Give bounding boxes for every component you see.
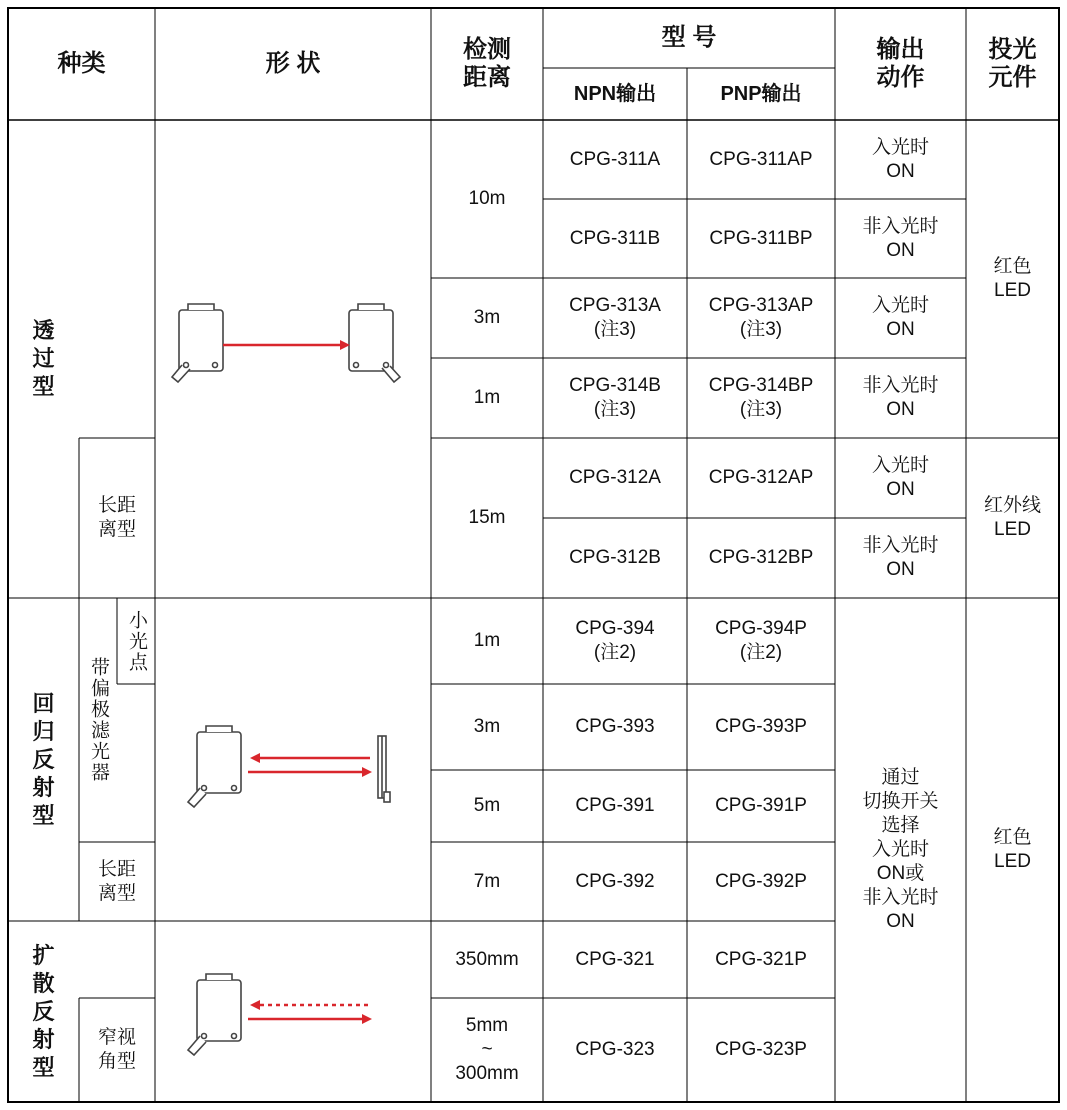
reflect-beams-icon: [248, 753, 372, 777]
output-action-switchable: 通过 切换开关 选择 入光时 ON或 非入光时 ON: [862, 767, 939, 932]
distance-retro-7m: 7m: [473, 870, 501, 892]
model-npn: CPG-391: [575, 795, 655, 816]
diffuse-beams-icon: [248, 1000, 372, 1024]
model-npn: CPG-393: [575, 716, 655, 737]
category-polarizing-filter: 带偏极滤光器: [88, 657, 109, 783]
category-small-spot: 小光点: [126, 609, 147, 673]
header-pnp: PNP输出: [720, 83, 802, 105]
model-pnp: CPG-393P: [715, 716, 807, 737]
distance-retro-3m: 3m: [473, 716, 501, 737]
output-action: 入光时 ON: [871, 295, 929, 340]
model-npn: CPG-314B (注3): [569, 375, 661, 420]
model-npn: CPG-392: [575, 870, 655, 892]
model-pnp: CPG-312BP: [708, 547, 814, 568]
distance-1m: 1m: [473, 387, 501, 408]
diffuse-illustration: [180, 968, 410, 1068]
category-through-long-range: 长距 离型: [97, 495, 136, 540]
model-npn: CPG-394 (注2): [575, 618, 655, 663]
emitter-red-led: 红色 LED: [993, 256, 1032, 301]
distance-retro-5m: 5m: [473, 795, 501, 816]
output-action: 非入光时 ON: [862, 215, 939, 261]
header-shape: 形 状: [265, 50, 321, 77]
model-pnp: CPG-311AP: [709, 148, 813, 170]
model-pnp: CPG-394P (注2): [715, 618, 807, 663]
header-npn: NPN输出: [573, 83, 657, 105]
header-emitter: 投光 元件: [988, 36, 1037, 91]
output-action: 入光时 ON: [871, 136, 929, 182]
header-output-action: 输出 动作: [876, 36, 925, 91]
header-type: 种类: [57, 50, 106, 77]
output-action: 非入光时 ON: [862, 535, 939, 580]
model-pnp: CPG-391P: [715, 795, 807, 816]
distance-350mm: 350mm: [455, 948, 519, 970]
model-pnp: CPG-313AP (注3): [708, 295, 814, 340]
diffuse-sensor-icon: [197, 980, 241, 1041]
model-npn: CPG-311A: [569, 148, 661, 170]
output-action: 入光时 ON: [871, 455, 929, 500]
model-npn: CPG-321: [575, 948, 655, 970]
emitter-infrared-led: 红外线 LED: [983, 495, 1041, 540]
distance-15m: 15m: [468, 507, 506, 528]
distance-5-300mm: 5mm ~ 300mm: [455, 1015, 519, 1084]
category-retroreflective: 回 归 反 射 型: [32, 690, 55, 828]
model-pnp: CPG-323P: [715, 1039, 807, 1060]
emitter-red-led-reflective: 红色 LED: [993, 827, 1032, 872]
category-diffuse: 扩 散 反 射 型: [32, 942, 55, 1080]
model-pnp: CPG-392P: [715, 870, 807, 892]
model-pnp: CPG-321P: [715, 948, 807, 970]
header-distance: 检测 距离: [463, 36, 511, 91]
distance-10m: 10m: [468, 188, 506, 209]
model-npn: CPG-312A: [569, 467, 661, 488]
model-pnp: CPG-312AP: [708, 467, 814, 488]
distance-3m: 3m: [473, 307, 501, 328]
header-model: 型 号: [661, 24, 717, 51]
model-npn: CPG-323: [575, 1039, 655, 1060]
retro-sensor-icon: [197, 732, 241, 793]
category-through-beam: 透 过 型: [32, 318, 55, 399]
model-pnp: CPG-311BP: [709, 227, 813, 249]
through-beam-illustration: [160, 290, 426, 400]
model-npn: CPG-313A (注3): [569, 295, 661, 340]
distance-retro-1m: 1m: [473, 630, 501, 651]
model-npn: CPG-311B: [569, 227, 661, 249]
category-narrow-angle: 窄视 角型: [97, 1027, 136, 1072]
output-action: 非入光时 ON: [862, 375, 939, 420]
category-retro-long-range: 长距 离型: [97, 858, 136, 904]
model-npn: CPG-312B: [569, 547, 661, 568]
model-pnp: CPG-314BP (注3): [708, 375, 814, 420]
retroreflective-illustration: [180, 720, 410, 820]
beam-arrow-icon: [223, 340, 350, 350]
